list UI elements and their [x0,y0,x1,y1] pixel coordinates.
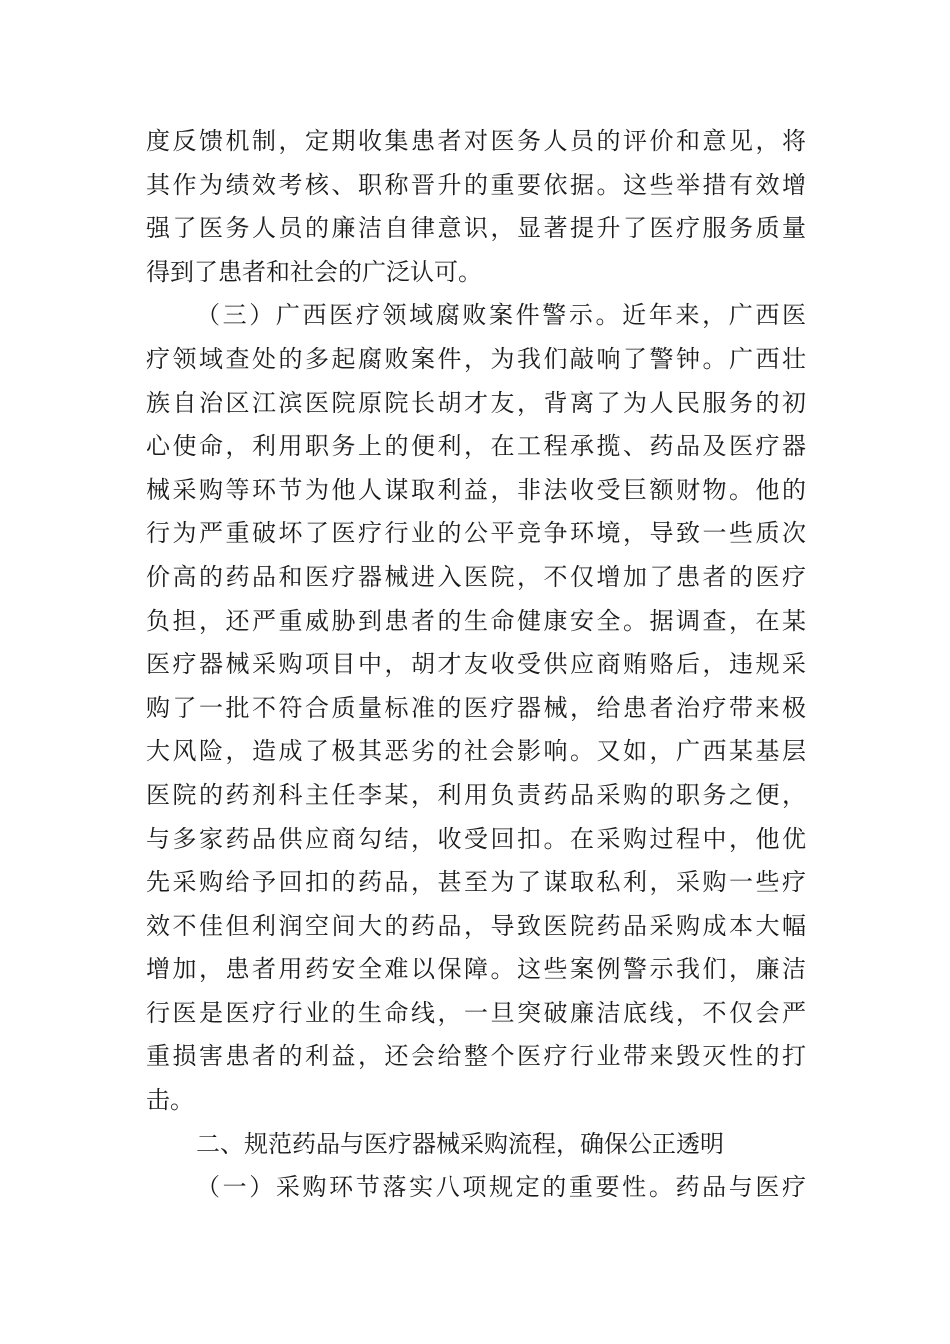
text-line: 度反馈机制，定期收集患者对医务人员的评价和意见，将 [146,127,806,155]
text-line: 与多家药品供应商勾结，收受回扣。在采购过程中，他优 [146,824,806,853]
text-line: 大风险，造成了极其恶劣的社会影响。又如，广西某基层 [146,737,806,766]
text-line: 行为严重破坏了医疗行业的公平竞争环境，导致一些质次 [146,519,806,548]
text-line: （一）采购环节落实八项规定的重要性。药品与医疗 [196,1173,806,1202]
text-line: 重损害患者的利益，还会给整个医疗行业带来毁灭性的打 [146,1042,806,1071]
body-text [146,120,806,1210]
text-line: （三）广西医疗领域腐败案件警示。近年来，广西医 [196,301,806,330]
text-line: 增加，患者用药安全难以保障。这些案例警示我们，廉洁 [146,955,806,984]
text-line: 医院的药剂科主任李某，利用负责药品采购的职务之便， [146,780,806,809]
text-line: 先采购给予回扣的药品，甚至为了谋取私利，采购一些疗 [146,868,806,897]
text-line: 其作为绩效考核、职称晋升的重要依据。这些举措有效增 [146,170,806,199]
text-line: 二、规范药品与医疗器械采购流程，确保公正透明 [196,1129,724,1158]
text-line: 疗领域查处的多起腐败案件，为我们敲响了警钟。广西壮 [146,344,806,373]
text-line: 击。 [146,1086,194,1115]
text-line: 行医是医疗行业的生命线，一旦突破廉洁底线，不仅会严 [146,998,806,1027]
text-line: 价高的药品和医疗器械进入医院，不仅增加了患者的医疗 [146,562,806,591]
text-line: 购了一批不符合质量标准的医疗器械，给患者治疗带来极 [146,693,806,722]
text-line: 医疗器械采购项目中，胡才友收受供应商贿赂后，违规采 [146,650,806,679]
text-line: 械采购等环节为他人谋取利益，非法收受巨额财物。他的 [146,475,806,504]
text-line: 族自治区江滨医院原院长胡才友，背离了为人民服务的初 [146,388,806,417]
text-line: 心使命，利用职务上的便利，在工程承揽、药品及医疗器 [146,432,806,461]
text-line: 强了医务人员的廉洁自律意识，显著提升了医疗服务质量 [146,214,806,243]
text-line: 负担，还严重威胁到患者的生命健康安全。据调查，在某 [146,606,806,635]
text-line: 得到了患者和社会的广泛认可。 [146,257,482,286]
text-line: 效不佳但利润空间大的药品，导致医院药品采购成本大幅 [146,911,806,940]
